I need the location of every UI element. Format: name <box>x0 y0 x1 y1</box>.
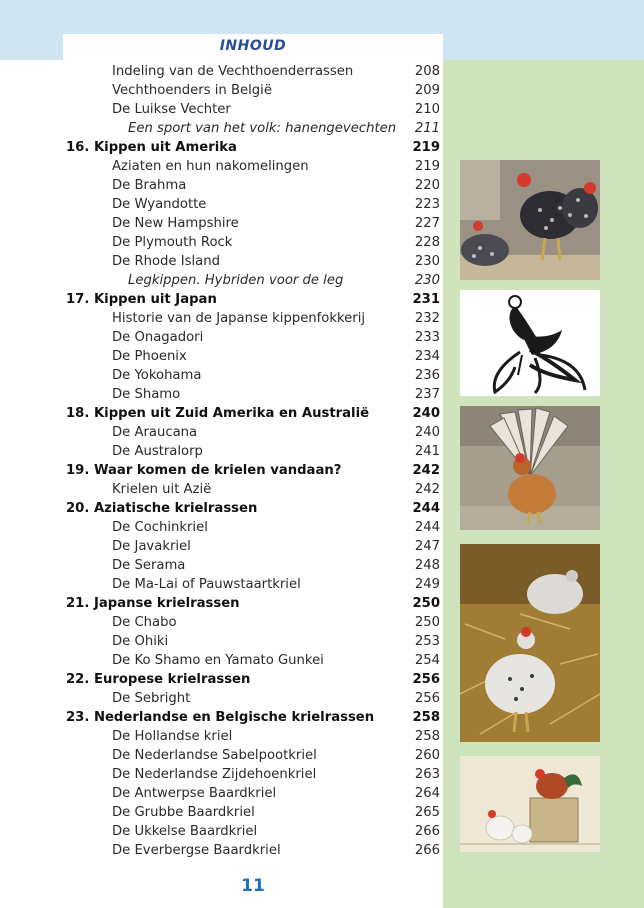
toc-entry-label: De Nederlandse Sabelpootkriel <box>112 748 317 763</box>
toc-entry-page: 220 <box>414 178 440 193</box>
toc-entry-page: 265 <box>414 805 440 820</box>
toc-chapter <box>66 138 442 157</box>
speckled-hens-photo <box>460 160 600 280</box>
toc-entry-page: 240 <box>414 425 440 440</box>
toc-chapter <box>66 404 442 423</box>
toc-entry <box>66 233 442 252</box>
toc-entry-label: Legkippen. Hybriden voor de leg <box>128 273 344 288</box>
toc-entry <box>66 822 442 841</box>
toc-entry <box>66 309 442 328</box>
toc-chapter-page: 258 <box>412 710 440 725</box>
toc-entry <box>66 537 442 556</box>
toc-entry-page: 263 <box>414 767 440 782</box>
toc-entry <box>66 157 442 176</box>
roosters-box-illustration <box>460 756 600 852</box>
toc-entry-label: De Hollandse kriel <box>112 729 233 744</box>
toc-chapter <box>66 708 442 727</box>
toc-entry <box>66 62 442 81</box>
toc-entry-page: 244 <box>414 520 440 535</box>
toc-entry <box>66 613 442 632</box>
toc-chapter-label: 17. Kippen uit Japan <box>66 292 217 307</box>
toc-chapter <box>66 461 442 480</box>
toc-chapter-label: 21. Japanse krielrassen <box>66 596 240 611</box>
toc-entry-page: 248 <box>414 558 440 573</box>
toc-entry-label: De Serama <box>112 558 186 573</box>
toc-chapter-label: 20. Aziatische krielrassen <box>66 501 258 516</box>
toc-entry-label: De Javakriel <box>112 539 191 554</box>
toc-entry <box>66 385 442 404</box>
toc-entry-page: 249 <box>414 577 440 592</box>
toc-entry-label: De Rhode Island <box>112 254 220 269</box>
toc-entry-label: Historie van de Japanse kippenfokkerij <box>112 311 366 326</box>
toc-chapter-page: 240 <box>412 406 440 421</box>
toc-entry-label: De New Hampshire <box>112 216 239 231</box>
toc-entry <box>66 518 442 537</box>
toc-chapter-label: 18. Kippen uit Zuid Amerika en Australië <box>66 406 370 421</box>
toc-entry-label: De Chabo <box>112 615 177 630</box>
toc-chapter-label: 16. Kippen uit Amerika <box>66 140 237 155</box>
rooster-drawing-illustration <box>460 290 600 396</box>
toc-entry <box>66 480 442 499</box>
toc-entry-page: 223 <box>414 197 440 212</box>
toc-entry <box>66 176 442 195</box>
toc-entry-page: 264 <box>414 786 440 801</box>
toc-entry-page: 258 <box>414 729 440 744</box>
toc-entry-label: De Ma-Lai of Pauwstaartkriel <box>112 577 301 592</box>
toc-entry-label: De Ohiki <box>112 634 169 649</box>
toc-entry <box>66 100 442 119</box>
toc-chapter-label: 19. Waar komen de krielen vandaan? <box>66 463 342 478</box>
toc-entry <box>66 632 442 651</box>
toc-entry-page: 230 <box>414 273 440 288</box>
page-title: INHOUD <box>219 38 287 54</box>
toc-entry-page: 256 <box>414 691 440 706</box>
long-tailed-rooster-drawing <box>460 290 600 396</box>
toc-entry <box>66 347 442 366</box>
toc-entry <box>66 803 442 822</box>
toc-entry <box>66 651 442 670</box>
toc-entry-page: 210 <box>414 102 440 117</box>
toc-entry-page: 227 <box>414 216 440 231</box>
toc-entry <box>66 81 442 100</box>
toc-entry-page: 266 <box>414 843 440 858</box>
toc-entry <box>66 556 442 575</box>
toc-entry-label: De Wyandotte <box>112 197 207 212</box>
toc-entry <box>66 841 442 860</box>
toc-entry-page: 242 <box>414 482 440 497</box>
toc-entry-label: Krielen uit Azië <box>112 482 212 497</box>
toc-entry-page: 234 <box>414 349 440 364</box>
toc-entry-page: 232 <box>414 311 440 326</box>
toc-entry-label: De Luikse Vechter <box>112 102 231 117</box>
fan-tail-rooster-photo <box>460 406 600 530</box>
toc-entry <box>66 575 442 594</box>
toc-entry-page: 228 <box>414 235 440 250</box>
toc-entry-page: 230 <box>414 254 440 269</box>
toc-entry-label: De Australorp <box>112 444 203 459</box>
toc-chapter-page: 219 <box>412 140 440 155</box>
toc-chapter-page: 256 <box>412 672 440 687</box>
toc-entry-label: Een sport van het volk: hanengevechten <box>128 121 397 136</box>
toc-entry-page: 247 <box>414 539 440 554</box>
toc-entry-label: De Ukkelse Baardkriel <box>112 824 258 839</box>
toc-entry-label: De Onagadori <box>112 330 204 345</box>
toc-entry-page: 209 <box>414 83 440 98</box>
toc-entry <box>66 195 442 214</box>
toc-entry <box>66 689 442 708</box>
page-number: 11 <box>241 876 265 896</box>
toc-entry <box>66 442 442 461</box>
toc-chapter-label: 23. Nederlandse en Belgische krielrassen <box>66 710 375 725</box>
toc-entry-label: De Ko Shamo en Yamato Gunkei <box>112 653 324 668</box>
toc-entry <box>66 252 442 271</box>
toc-entry <box>66 765 442 784</box>
toc-entry-page: 260 <box>414 748 440 763</box>
hens-on-straw-painting <box>460 544 600 742</box>
toc-entry-label: Aziaten en hun nakomelingen <box>112 159 309 174</box>
toc-entry <box>66 746 442 765</box>
speckled-hens-illustration <box>460 160 600 280</box>
toc-entry-page: 208 <box>414 64 440 79</box>
toc-chapter <box>66 499 442 518</box>
toc-entry-label: De Araucana <box>112 425 198 440</box>
toc-entry-label: De Cochinkriel <box>112 520 208 535</box>
toc-entry <box>66 214 442 233</box>
toc-entry-page: 237 <box>414 387 440 402</box>
toc-chapter-label: 22. Europese krielrassen <box>66 672 251 687</box>
toc-entry <box>66 423 442 442</box>
toc-entry-label: De Grubbe Baardkriel <box>112 805 255 820</box>
toc-entry <box>66 727 442 746</box>
toc-entry-label: De Shamo <box>112 387 181 402</box>
toc-entry-page: 211 <box>414 121 440 136</box>
toc-entry-note <box>66 271 442 290</box>
toc-entry-page: 236 <box>414 368 440 383</box>
toc-entry-label: De Brahma <box>112 178 187 193</box>
toc-entry-label: De Phoenix <box>112 349 187 364</box>
toc-chapter <box>66 290 442 309</box>
roosters-on-box-illustration <box>460 756 600 852</box>
toc-entry-label: De Sebright <box>112 691 191 706</box>
toc-entry-page: 250 <box>414 615 440 630</box>
toc-entry <box>66 328 442 347</box>
toc-entry-label: De Nederlandse Zijdehoenkriel <box>112 767 317 782</box>
toc-entry-page: 241 <box>414 444 440 459</box>
toc-entry-label: Vechthoenders in België <box>112 83 272 98</box>
toc-entry-page: 219 <box>414 159 440 174</box>
toc-entry <box>66 784 442 803</box>
toc-entry <box>66 366 442 385</box>
hens-straw-illustration <box>460 544 600 742</box>
toc-chapter-page: 250 <box>412 596 440 611</box>
toc-entry-label: De Everbergse Baardkriel <box>112 843 281 858</box>
toc-chapter-page: 231 <box>412 292 440 307</box>
toc-entry-label: De Plymouth Rock <box>112 235 233 250</box>
toc-chapter <box>66 670 442 689</box>
toc-chapter-page: 242 <box>412 463 440 478</box>
fan-tail-rooster-illustration <box>460 406 600 530</box>
toc-entry-label: De Antwerpse Baardkriel <box>112 786 277 801</box>
toc-chapter-page: 244 <box>412 501 440 516</box>
toc-entry-label: De Yokohama <box>112 368 202 383</box>
toc-entry-note <box>66 119 442 138</box>
toc-entry-page: 253 <box>414 634 440 649</box>
toc-entry-label: Indeling van de Vechthoenderrassen <box>112 64 354 79</box>
toc-entry-page: 254 <box>414 653 440 668</box>
toc-entry-page: 233 <box>414 330 440 345</box>
toc-entry-page: 266 <box>414 824 440 839</box>
toc-chapter <box>66 594 442 613</box>
